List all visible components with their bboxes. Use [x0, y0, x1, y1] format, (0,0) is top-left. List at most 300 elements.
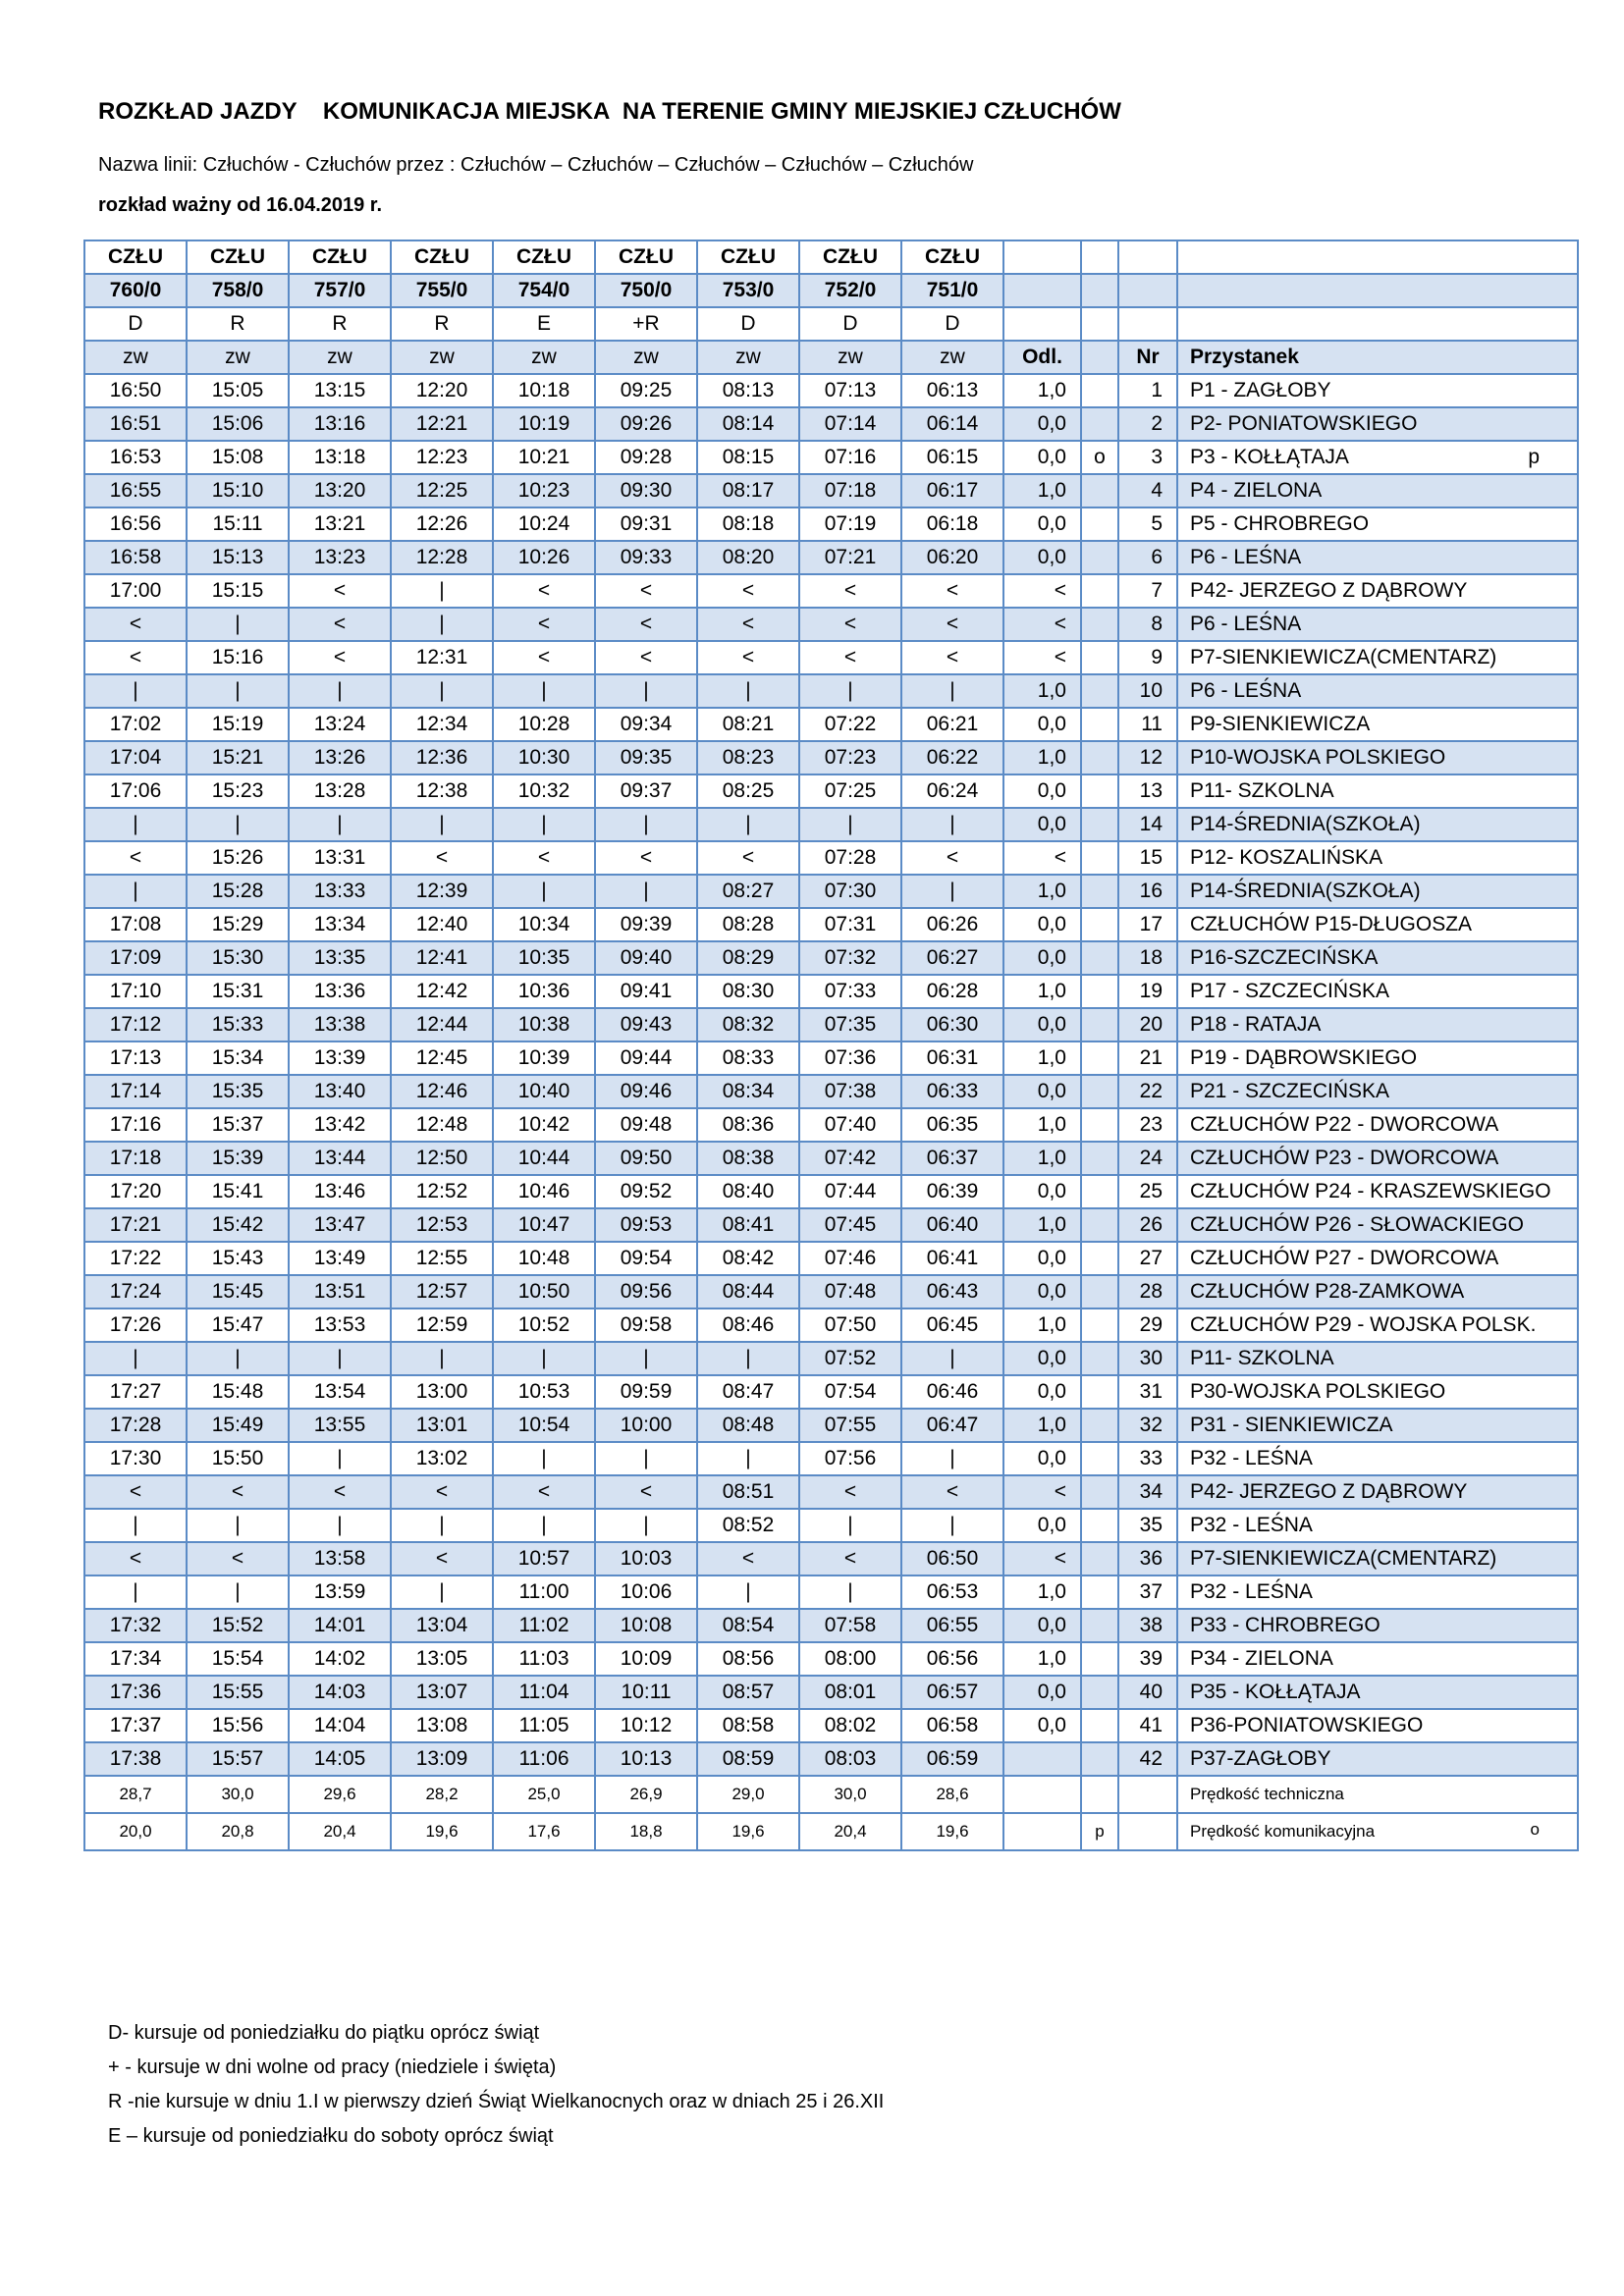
stop-number: 30 [1118, 1342, 1177, 1375]
time-cell: | [493, 1342, 595, 1375]
note-cell [1081, 1509, 1118, 1542]
time-cell: 12:48 [391, 1108, 493, 1142]
table-row [84, 574, 1578, 608]
time-cell: 15:08 [187, 441, 289, 474]
distance-cell: 0,0 [1003, 1242, 1081, 1275]
time-cell: 12:45 [391, 1041, 493, 1075]
time-cell: 06:18 [901, 507, 1003, 541]
stop-name-text: P3 - KOŁŁĄTAJA [1190, 446, 1349, 468]
time-cell: 15:31 [187, 975, 289, 1008]
header-cell [1118, 307, 1177, 341]
time-cell: 17:09 [84, 941, 187, 975]
time-cell: 08:34 [697, 1075, 799, 1108]
note-cell [1081, 1575, 1118, 1609]
time-cell: < [493, 641, 595, 674]
stop-name [1177, 708, 1578, 741]
time-cell: 09:53 [595, 1208, 697, 1242]
time-cell: 06:31 [901, 1041, 1003, 1075]
time-cell: 06:50 [901, 1542, 1003, 1575]
time-cell: < [84, 1475, 187, 1509]
time-cell: 10:12 [595, 1709, 697, 1742]
time-cell: 13:01 [391, 1409, 493, 1442]
stop-number: 35 [1118, 1509, 1177, 1542]
time-cell: 08:18 [697, 507, 799, 541]
time-cell: 08:57 [697, 1676, 799, 1709]
time-cell: 12:21 [391, 407, 493, 441]
time-cell: 17:13 [84, 1041, 187, 1075]
time-cell: | [493, 808, 595, 841]
time-cell: 07:36 [799, 1041, 901, 1075]
time-cell: | [391, 1342, 493, 1375]
time-cell: | [84, 875, 187, 908]
stop-name [1177, 1609, 1578, 1642]
time-cell: 17:24 [84, 1275, 187, 1308]
distance-cell: 0,0 [1003, 774, 1081, 808]
note-cell [1081, 1676, 1118, 1709]
time-cell: 08:27 [697, 875, 799, 908]
note-cell [1081, 674, 1118, 708]
note-cell [1081, 1075, 1118, 1108]
stop-number: 38 [1118, 1609, 1177, 1642]
distance-cell: 0,0 [1003, 407, 1081, 441]
time-cell: < [901, 574, 1003, 608]
time-cell: 06:39 [901, 1175, 1003, 1208]
speed-cell: 20,4 [799, 1813, 901, 1850]
time-cell: < [391, 1542, 493, 1575]
time-cell: 10:39 [493, 1041, 595, 1075]
time-cell: 15:56 [187, 1709, 289, 1742]
distance-cell: 0,0 [1003, 1275, 1081, 1308]
stop-name-text: P17 - SZCZECIŃSKA [1190, 980, 1390, 1002]
time-cell: 07:42 [799, 1142, 901, 1175]
time-cell: 13:55 [289, 1409, 391, 1442]
stop-name-text: P4 - ZIELONA [1190, 479, 1323, 502]
stop-name [1177, 608, 1578, 641]
time-cell: 15:10 [187, 474, 289, 507]
table-row [84, 1409, 1578, 1442]
time-cell: | [187, 674, 289, 708]
time-cell: 13:58 [289, 1542, 391, 1575]
time-cell: | [799, 1509, 901, 1542]
time-cell: 17:34 [84, 1642, 187, 1676]
time-cell: 08:33 [697, 1041, 799, 1075]
stop-name-text: P36-PONIATOWSKIEGO [1190, 1714, 1424, 1736]
time-cell: < [289, 1475, 391, 1509]
table-row [84, 1375, 1578, 1409]
stop-name-text: P14-ŚREDNIA(SZKOŁA) [1190, 880, 1421, 902]
time-cell: 08:21 [697, 708, 799, 741]
time-cell: 17:14 [84, 1075, 187, 1108]
time-cell: 09:35 [595, 741, 697, 774]
table-row [84, 1442, 1578, 1475]
time-cell: < [187, 1475, 289, 1509]
stop-name-text: P19 - DĄBROWSKIEGO [1190, 1046, 1418, 1069]
header-cell: zw [901, 341, 1003, 374]
time-cell: 08:46 [697, 1308, 799, 1342]
time-cell: 08:47 [697, 1375, 799, 1409]
time-cell: | [697, 1342, 799, 1375]
note-cell [1081, 975, 1118, 1008]
time-cell: 12:20 [391, 374, 493, 407]
time-cell: 10:34 [493, 908, 595, 941]
speed-cell: 17,6 [493, 1813, 595, 1850]
time-cell: 09:59 [595, 1375, 697, 1409]
stop-name-text: P32 - LEŚNA [1190, 1580, 1313, 1603]
time-cell: 09:28 [595, 441, 697, 474]
stop-name-text: CZŁUCHÓW P29 - WOJSKA POLSK. [1190, 1313, 1537, 1336]
time-cell: 17:21 [84, 1208, 187, 1242]
distance-cell: 1,0 [1003, 1208, 1081, 1242]
note-cell [1081, 741, 1118, 774]
time-cell: 08:23 [697, 741, 799, 774]
time-cell: 06:21 [901, 708, 1003, 741]
stop-number: 21 [1118, 1041, 1177, 1075]
time-cell: < [493, 1475, 595, 1509]
time-cell: 15:16 [187, 641, 289, 674]
time-cell: 06:57 [901, 1676, 1003, 1709]
header-cell: CZŁU [595, 240, 697, 274]
time-cell: 10:03 [595, 1542, 697, 1575]
time-cell: 15:34 [187, 1041, 289, 1075]
time-cell: 12:42 [391, 975, 493, 1008]
time-cell: 15:49 [187, 1409, 289, 1442]
time-cell: | [289, 1509, 391, 1542]
time-cell: 07:33 [799, 975, 901, 1008]
stop-name-text: CZŁUCHÓW P26 - SŁOWACKIEGO [1190, 1213, 1524, 1236]
header-cell: 754/0 [493, 274, 595, 307]
speed-row [84, 1813, 1578, 1850]
timetable-body [84, 240, 1578, 1850]
time-cell: 16:51 [84, 407, 187, 441]
time-cell: < [799, 1475, 901, 1509]
header-cell: 757/0 [289, 274, 391, 307]
table-row [84, 608, 1578, 641]
distance-cell: 1,0 [1003, 1108, 1081, 1142]
time-cell: 15:37 [187, 1108, 289, 1142]
stop-name [1177, 1041, 1578, 1075]
time-cell: 06:13 [901, 374, 1003, 407]
time-cell: 13:54 [289, 1375, 391, 1409]
time-cell: 06:40 [901, 1208, 1003, 1242]
stop-flag: p [1528, 446, 1540, 468]
header-cell: 760/0 [84, 274, 187, 307]
stop-number: 40 [1118, 1676, 1177, 1709]
header-cell [1003, 307, 1081, 341]
stop-name-text: P11- SZKOLNA [1190, 1347, 1334, 1369]
time-cell: 15:39 [187, 1142, 289, 1175]
distance-cell: 1,0 [1003, 674, 1081, 708]
stop-name [1177, 474, 1578, 507]
stop-name [1177, 1108, 1578, 1142]
time-cell: 07:44 [799, 1175, 901, 1208]
time-cell: 15:57 [187, 1742, 289, 1776]
speed-cell: 25,0 [493, 1776, 595, 1813]
time-cell: < [799, 608, 901, 641]
note-cell [1081, 507, 1118, 541]
time-cell: 12:41 [391, 941, 493, 975]
stop-name-text: P10-WOJSKA POLSKIEGO [1190, 746, 1446, 769]
legend-line: R -nie kursuje w dniu 1.I w pierwszy dzień Świąt Wielkanocnych oraz w dniach 25 i 26.XII [108, 2091, 885, 2112]
header-cell: CZŁU [901, 240, 1003, 274]
time-cell: 08:56 [697, 1642, 799, 1676]
time-cell: < [493, 608, 595, 641]
time-cell: 14:03 [289, 1676, 391, 1709]
time-cell: 13:39 [289, 1041, 391, 1075]
header-cell: CZŁU [187, 240, 289, 274]
time-cell: 10:19 [493, 407, 595, 441]
time-cell: 11:03 [493, 1642, 595, 1676]
stop-number: 32 [1118, 1409, 1177, 1442]
distance-cell: < [1003, 1542, 1081, 1575]
time-cell: 16:50 [84, 374, 187, 407]
time-cell: 13:26 [289, 741, 391, 774]
stop-name [1177, 1075, 1578, 1108]
time-cell: 09:44 [595, 1041, 697, 1075]
time-cell: 13:15 [289, 374, 391, 407]
time-cell: 06:55 [901, 1609, 1003, 1642]
stop-name [1177, 407, 1578, 441]
time-cell: 13:23 [289, 541, 391, 574]
time-cell: | [595, 1442, 697, 1475]
time-cell: | [493, 1509, 595, 1542]
stop-name-text: P6 - LEŚNA [1190, 679, 1302, 702]
time-cell: 12:39 [391, 875, 493, 908]
time-cell: | [799, 808, 901, 841]
stop-number: 18 [1118, 941, 1177, 975]
table-row [84, 1275, 1578, 1308]
time-cell: | [391, 608, 493, 641]
stop-name-text: P5 - CHROBREGO [1190, 512, 1370, 535]
speed-cell [1118, 1776, 1177, 1813]
legend-line: E – kursuje od poniedziałku do soboty oprócz świąt [108, 2125, 554, 2147]
table-row [84, 1008, 1578, 1041]
note-cell [1081, 1475, 1118, 1509]
time-cell: < [697, 608, 799, 641]
time-cell: 10:46 [493, 1175, 595, 1208]
stop-name [1177, 1342, 1578, 1375]
time-cell: 07:48 [799, 1275, 901, 1308]
note-cell [1081, 641, 1118, 674]
time-cell: 17:08 [84, 908, 187, 941]
time-cell: 06:59 [901, 1742, 1003, 1776]
note-cell [1081, 1208, 1118, 1242]
stop-number: 3 [1118, 441, 1177, 474]
time-cell: 15:41 [187, 1175, 289, 1208]
time-cell: 13:33 [289, 875, 391, 908]
time-cell: | [799, 674, 901, 708]
stop-name-text: CZŁUCHÓW P22 - DWORCOWA [1190, 1113, 1499, 1136]
time-cell: | [84, 808, 187, 841]
time-cell: 07:30 [799, 875, 901, 908]
stop-name [1177, 1175, 1578, 1208]
table-row [84, 474, 1578, 507]
valid-from: rozkład ważny od 16.04.2019 r. [98, 194, 383, 216]
distance-cell: 1,0 [1003, 1642, 1081, 1676]
time-cell: | [493, 1442, 595, 1475]
time-cell: < [595, 641, 697, 674]
header-cell: zw [799, 341, 901, 374]
stop-name [1177, 1375, 1578, 1409]
stop-number: 42 [1118, 1742, 1177, 1776]
time-cell: 17:22 [84, 1242, 187, 1275]
time-cell: | [595, 1509, 697, 1542]
time-cell: 17:27 [84, 1375, 187, 1409]
header-cell: D [84, 307, 187, 341]
speed-label: Prędkość techniczna [1190, 1785, 1344, 1803]
table-row [84, 1709, 1578, 1742]
table-row [84, 1742, 1578, 1776]
time-cell: | [84, 1509, 187, 1542]
header-cell: CZŁU [84, 240, 187, 274]
time-cell: 11:05 [493, 1709, 595, 1742]
time-cell: 15:33 [187, 1008, 289, 1041]
time-cell: 06:37 [901, 1142, 1003, 1175]
time-cell: 15:48 [187, 1375, 289, 1409]
time-cell: 17:04 [84, 741, 187, 774]
time-cell: < [595, 608, 697, 641]
time-cell: 08:51 [697, 1475, 799, 1509]
time-cell: | [289, 1442, 391, 1475]
stop-number: 6 [1118, 541, 1177, 574]
time-cell: < [595, 1475, 697, 1509]
time-cell: < [493, 574, 595, 608]
time-cell: 15:11 [187, 507, 289, 541]
stop-name [1177, 1642, 1578, 1676]
time-cell: 15:35 [187, 1075, 289, 1108]
header-cell: 755/0 [391, 274, 493, 307]
time-cell: 08:52 [697, 1509, 799, 1542]
note-cell [1081, 1409, 1118, 1442]
time-cell: 15:06 [187, 407, 289, 441]
header-cell: 758/0 [187, 274, 289, 307]
distance-cell: 1,0 [1003, 374, 1081, 407]
time-cell: | [187, 1575, 289, 1609]
stop-number: 22 [1118, 1075, 1177, 1108]
distance-cell: 0,0 [1003, 441, 1081, 474]
header-cell: 750/0 [595, 274, 697, 307]
time-cell: 11:00 [493, 1575, 595, 1609]
stop-number: 31 [1118, 1375, 1177, 1409]
time-cell: 08:40 [697, 1175, 799, 1208]
note-cell [1081, 875, 1118, 908]
time-cell: 13:44 [289, 1142, 391, 1175]
time-cell: 10:52 [493, 1308, 595, 1342]
time-cell: < [799, 574, 901, 608]
time-cell: 13:08 [391, 1709, 493, 1742]
distance-cell: 1,0 [1003, 1575, 1081, 1609]
time-cell: 14:04 [289, 1709, 391, 1742]
table-row [84, 1676, 1578, 1709]
time-cell: | [84, 1342, 187, 1375]
table-row [84, 1342, 1578, 1375]
time-cell: 13:40 [289, 1075, 391, 1108]
table-row [84, 741, 1578, 774]
time-cell: < [391, 841, 493, 875]
header-cell: 751/0 [901, 274, 1003, 307]
time-cell: 06:33 [901, 1075, 1003, 1108]
distance-cell: 0,0 [1003, 1442, 1081, 1475]
time-cell: 07:28 [799, 841, 901, 875]
time-cell: | [595, 875, 697, 908]
table-row [84, 1509, 1578, 1542]
header-row [84, 307, 1578, 341]
time-cell: | [391, 1575, 493, 1609]
time-cell: 13:21 [289, 507, 391, 541]
note-cell [1081, 541, 1118, 574]
stop-name [1177, 674, 1578, 708]
header-row [84, 341, 1578, 374]
time-cell: 07:56 [799, 1442, 901, 1475]
time-cell: 13:28 [289, 774, 391, 808]
header-cell [1177, 307, 1578, 341]
table-row [84, 875, 1578, 908]
time-cell: | [901, 674, 1003, 708]
legend-line: + - kursuje w dni wolne od pracy (niedziele i święta) [108, 2056, 557, 2078]
stop-name-text: P2- PONIATOWSKIEGO [1190, 412, 1418, 435]
time-cell: | [595, 1342, 697, 1375]
distance-cell: < [1003, 608, 1081, 641]
stop-name-text: P30-WOJSKA POLSKIEGO [1190, 1380, 1446, 1403]
time-cell: 09:37 [595, 774, 697, 808]
stop-number: 13 [1118, 774, 1177, 808]
time-cell: 12:59 [391, 1308, 493, 1342]
table-row [84, 541, 1578, 574]
note-cell [1081, 1709, 1118, 1742]
speed-cell [1118, 1813, 1177, 1850]
time-cell: | [289, 808, 391, 841]
distance-cell: 0,0 [1003, 708, 1081, 741]
time-cell: 09:39 [595, 908, 697, 941]
table-row [84, 908, 1578, 941]
header-cell: CZŁU [493, 240, 595, 274]
time-cell: 08:30 [697, 975, 799, 1008]
time-cell: 10:40 [493, 1075, 595, 1108]
stop-name-text: P6 - LEŚNA [1190, 546, 1302, 568]
time-cell: < [595, 574, 697, 608]
time-cell: 08:54 [697, 1609, 799, 1642]
time-cell: 07:31 [799, 908, 901, 941]
time-cell: < [901, 608, 1003, 641]
time-cell: 08:58 [697, 1709, 799, 1742]
stop-number: 27 [1118, 1242, 1177, 1275]
header-cell: zw [595, 341, 697, 374]
time-cell: 09:48 [595, 1108, 697, 1142]
header-cell: CZŁU [289, 240, 391, 274]
time-cell: | [187, 808, 289, 841]
time-cell: 10:18 [493, 374, 595, 407]
header-row [84, 274, 1578, 307]
stop-name [1177, 741, 1578, 774]
speed-row [84, 1776, 1578, 1813]
header-cell: Odl. [1003, 341, 1081, 374]
time-cell: 10:38 [493, 1008, 595, 1041]
stop-name [1177, 875, 1578, 908]
time-cell: 11:06 [493, 1742, 595, 1776]
table-row [84, 975, 1578, 1008]
time-cell: 10:47 [493, 1208, 595, 1242]
stop-name [1177, 774, 1578, 808]
time-cell: 07:58 [799, 1609, 901, 1642]
stop-name [1177, 641, 1578, 674]
stop-name [1177, 574, 1578, 608]
stop-number: 36 [1118, 1542, 1177, 1575]
time-cell: 13:47 [289, 1208, 391, 1242]
header-cell [1177, 240, 1578, 274]
time-cell: 15:54 [187, 1642, 289, 1676]
time-cell: 08:59 [697, 1742, 799, 1776]
stop-name [1177, 1676, 1578, 1709]
stop-name-text: P14-ŚREDNIA(SZKOŁA) [1190, 813, 1421, 835]
